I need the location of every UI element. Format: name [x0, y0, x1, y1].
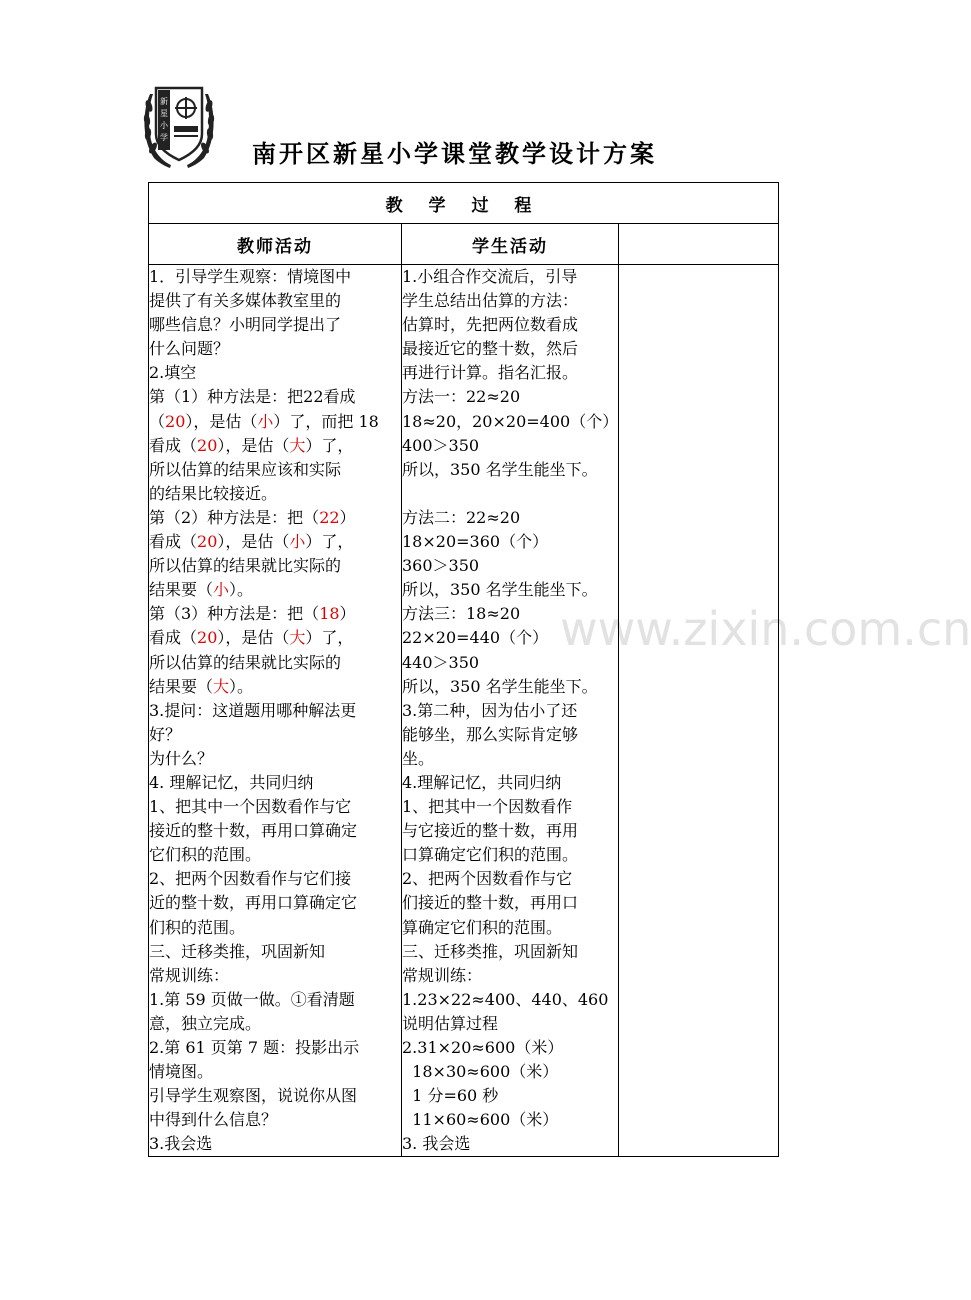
- line-text: ），是估（: [217, 532, 290, 552]
- student-line: [402, 1108, 618, 1132]
- answer-text: 大: [289, 435, 306, 455]
- teacher-line: [149, 530, 401, 554]
- line-text: 22×20=440（个）: [402, 628, 549, 648]
- student-line: [402, 988, 618, 1012]
- svg-text:新: 新: [160, 97, 168, 106]
- line-text: 所以，350 名学生能坐下。: [402, 676, 598, 696]
- line-text: 1.第 59 页做一做。①看清题: [149, 989, 355, 1009]
- line-text: 看成（: [149, 435, 198, 455]
- teacher-line: [149, 843, 401, 867]
- line-text: 18×20=360（个）: [402, 532, 549, 552]
- student-line: [402, 578, 618, 602]
- line-text: 1、把其中一个因数看作: [402, 797, 573, 817]
- line-text: 结果要（: [149, 676, 214, 696]
- line-text: 第（2）种方法是：把（: [149, 507, 320, 527]
- line-text: 它们积的范围。: [149, 845, 262, 865]
- line-text: 意，独立完成。: [149, 1013, 262, 1033]
- teacher-line: [149, 723, 401, 747]
- line-text: 常规训练：: [149, 965, 230, 985]
- line-text: 第（3）种方法是：把（: [149, 604, 320, 624]
- line-text: 好？: [149, 724, 182, 744]
- line-text: 学生总结出估算的方法：: [402, 291, 579, 311]
- school-logo: [140, 82, 218, 170]
- teacher-line: [149, 795, 401, 819]
- line-text: 看成（: [149, 532, 198, 552]
- line-text: 所以估算的结果应该和实际: [149, 459, 342, 479]
- line-text: 所以，350 名学生能坐下。: [402, 459, 598, 479]
- teacher-line: [149, 699, 401, 723]
- student-line: [402, 916, 618, 940]
- answer-text: 20: [197, 435, 218, 455]
- teacher-line: [149, 626, 401, 650]
- student-line: [402, 530, 618, 554]
- line-text: 的结果比较接近。: [149, 483, 278, 503]
- line-text: 2.31×20≈600（米）: [402, 1038, 564, 1057]
- line-text: 1.23×22≈400、440、460: [402, 989, 609, 1009]
- line-text: ），是估（: [217, 628, 290, 648]
- student-line: [402, 289, 618, 313]
- line-text: 360＞350: [402, 556, 480, 576]
- line-text: 400＞350: [402, 435, 480, 455]
- line-text: 引导学生观察图，说说你从图: [149, 1086, 358, 1106]
- teacher-line: [149, 891, 401, 915]
- line-text: 2、把两个因数看作与它们接: [149, 869, 352, 889]
- student-line: [402, 1132, 618, 1156]
- student-line: [402, 1036, 618, 1060]
- line-text: 最接近它的整十数，然后: [402, 339, 579, 359]
- svg-text:小: 小: [160, 121, 168, 130]
- student-line: [402, 771, 618, 795]
- teacher-line: [149, 554, 401, 578]
- teacher-line: [149, 964, 401, 988]
- student-line: [402, 313, 618, 337]
- line-text: 哪些信息？小明同学提出了: [149, 315, 342, 335]
- line-text: 1、把其中一个因数看作与它: [149, 797, 352, 817]
- student-line: [402, 747, 618, 771]
- line-text: 们接近的整十数，再用口: [402, 893, 579, 913]
- teacher-line: [149, 1132, 401, 1156]
- teacher-line: [149, 578, 401, 602]
- line-text: ）: [339, 507, 356, 527]
- line-text: 说明估算过程: [402, 1013, 499, 1033]
- line-text: 2.填空: [149, 363, 197, 383]
- teacher-activity-header: 教师活动: [149, 224, 402, 265]
- teacher-line: [149, 1084, 401, 1108]
- student-line: [402, 867, 618, 891]
- line-text: 与它接近的整十数，再用: [402, 821, 579, 841]
- line-text: ）了，: [305, 628, 354, 648]
- teacher-line: [149, 313, 401, 337]
- line-text: ）。: [229, 676, 254, 696]
- teacher-line: [149, 1036, 401, 1060]
- teacher-line: [149, 265, 401, 289]
- line-text: 什么问题？: [149, 339, 230, 359]
- line-text: 口算确定它们积的范围。: [402, 845, 579, 865]
- teacher-line: [149, 385, 401, 409]
- student-activity-header: 学生活动: [402, 224, 619, 265]
- line-text: 18×30≈600（米）: [402, 1062, 559, 1082]
- student-line: [402, 940, 618, 964]
- student-line: [402, 626, 618, 650]
- extra-column-header: [619, 224, 779, 265]
- line-text: 提供了有关多媒体教室里的: [149, 291, 342, 311]
- student-activity-cell: [402, 265, 619, 1157]
- teacher-line: [149, 771, 401, 795]
- line-text: ）。: [229, 580, 254, 600]
- line-text: 情境图。: [149, 1062, 214, 1082]
- answer-text: 小: [289, 532, 306, 552]
- student-line: [402, 265, 618, 289]
- line-text: 所以估算的结果就比实际的: [149, 652, 342, 672]
- teacher-line: [149, 482, 401, 506]
- section-title: 教 学 过 程: [149, 183, 779, 224]
- line-text: 4.理解记忆，共同归纳: [402, 772, 562, 792]
- answer-text: 大: [213, 676, 230, 696]
- student-line: [402, 385, 618, 409]
- line-text: 再进行计算。指名汇报。: [402, 363, 579, 383]
- line-text: 2.第 61 页第 7 题：投影出示: [149, 1038, 360, 1057]
- line-text: 方法二：22≈20: [402, 507, 521, 527]
- line-text: 能够坐，那么实际肯定够: [402, 724, 579, 744]
- answer-text: 小: [213, 580, 230, 600]
- answer-text: 大: [289, 628, 306, 648]
- student-line: [402, 506, 618, 530]
- line-text: 4. 理解记忆，共同归纳: [149, 772, 314, 792]
- line-text: 第（1）种方法是：把22看成: [149, 387, 356, 407]
- line-text: 近的整十数，再用口算确定它: [149, 893, 358, 913]
- line-text: ）了，: [305, 435, 354, 455]
- student-line: [402, 554, 618, 578]
- student-line: [402, 843, 618, 867]
- line-text: 算确定它们积的范围。: [402, 917, 563, 937]
- teacher-line: [149, 651, 401, 675]
- student-line: [402, 1060, 618, 1084]
- line-text: 为什么？: [149, 748, 214, 768]
- student-line: [402, 819, 618, 843]
- student-line: [402, 651, 618, 675]
- teacher-line: [149, 602, 401, 626]
- student-line: [402, 1012, 618, 1036]
- line-text: 常规训练：: [402, 965, 483, 985]
- student-line: [402, 337, 618, 361]
- teacher-line: [149, 747, 401, 771]
- line-text: 接近的整十数，再用口算确定: [149, 821, 358, 841]
- answer-text: 20: [165, 411, 186, 431]
- teacher-line: [149, 1108, 401, 1132]
- line-text: 们积的范围。: [149, 917, 246, 937]
- line-text: （: [149, 411, 166, 431]
- student-line: [402, 410, 618, 434]
- answer-text: 20: [197, 628, 218, 648]
- line-text: 1．引导学生观察：情境图中: [149, 267, 352, 286]
- line-text: 3.我会选: [149, 1134, 213, 1154]
- teacher-line: [149, 675, 401, 699]
- student-line: [402, 1084, 618, 1108]
- student-line: [402, 891, 618, 915]
- student-line: [402, 458, 618, 482]
- line-text: ）: [339, 604, 356, 624]
- line-text: 看成（: [149, 628, 198, 648]
- student-line: [402, 482, 618, 506]
- line-text: 3. 我会选: [402, 1134, 471, 1154]
- teacher-line: [149, 361, 401, 385]
- student-line: [402, 964, 618, 988]
- line-text: 中得到什么信息？: [149, 1110, 278, 1130]
- student-line: [402, 602, 618, 626]
- teacher-line: [149, 458, 401, 482]
- answer-text: 20: [197, 532, 218, 552]
- svg-text:星: 星: [160, 109, 168, 118]
- line-text: 三、迁移类推，巩固新知: [149, 941, 326, 961]
- student-line: [402, 795, 618, 819]
- teacher-line: [149, 940, 401, 964]
- document-title: 南开区新星小学课堂教学设计方案: [252, 139, 657, 168]
- teacher-line: [149, 988, 401, 1012]
- svg-text:学: 学: [160, 133, 168, 142]
- line-text: 坐。: [402, 748, 435, 768]
- line-text: 三、迁移类推，巩固新知: [402, 941, 579, 961]
- teacher-line: [149, 434, 401, 458]
- teacher-activity-cell: [149, 265, 402, 1157]
- lesson-table: [148, 182, 779, 1157]
- teacher-line: [149, 506, 401, 530]
- line-text: ）了，而把 18: [273, 411, 379, 431]
- line-text: 11×60≈600（米）: [402, 1110, 559, 1130]
- line-text: 18≈20，20×20=400（个）: [402, 411, 619, 431]
- line-text: ），是估（: [217, 435, 290, 455]
- student-line: [402, 675, 618, 699]
- student-line: [402, 699, 618, 723]
- teacher-line: [149, 410, 401, 434]
- line-text: 2、把两个因数看作与它: [402, 869, 573, 889]
- line-text: ）了，: [305, 532, 354, 552]
- teacher-line: [149, 916, 401, 940]
- line-text: 所以，350 名学生能坐下。: [402, 580, 598, 600]
- answer-text: 小: [257, 411, 274, 431]
- student-line: [402, 723, 618, 747]
- line-text: 1 分=60 秒: [402, 1086, 499, 1106]
- teacher-line: [149, 289, 401, 313]
- extra-column-cell: [619, 265, 779, 1157]
- teacher-line: [149, 1012, 401, 1036]
- line-text: 3.第二种，因为估小了还: [402, 700, 578, 720]
- teacher-line: [149, 819, 401, 843]
- teacher-line: [149, 1060, 401, 1084]
- line-text: 1.小组合作交流后，引导: [402, 267, 578, 286]
- watermark: www.zixin.com.cn: [560, 602, 971, 656]
- student-line: [402, 361, 618, 385]
- line-text: 440＞350: [402, 652, 480, 672]
- teacher-line: [149, 337, 401, 361]
- line-text: 方法一：22≈20: [402, 387, 521, 407]
- answer-text: 22: [319, 507, 340, 527]
- line-text: 估算时，先把两位数看成: [402, 315, 579, 335]
- teacher-line: [149, 867, 401, 891]
- line-text: ），是估（: [185, 411, 258, 431]
- student-line: [402, 434, 618, 458]
- line-text: 方法三：18≈20: [402, 604, 521, 624]
- answer-text: 18: [319, 604, 340, 624]
- line-text: 3.提问：这道题用哪种解法更: [149, 700, 357, 720]
- line-text: 所以估算的结果就比实际的: [149, 556, 342, 576]
- line-text: 结果要（: [149, 580, 214, 600]
